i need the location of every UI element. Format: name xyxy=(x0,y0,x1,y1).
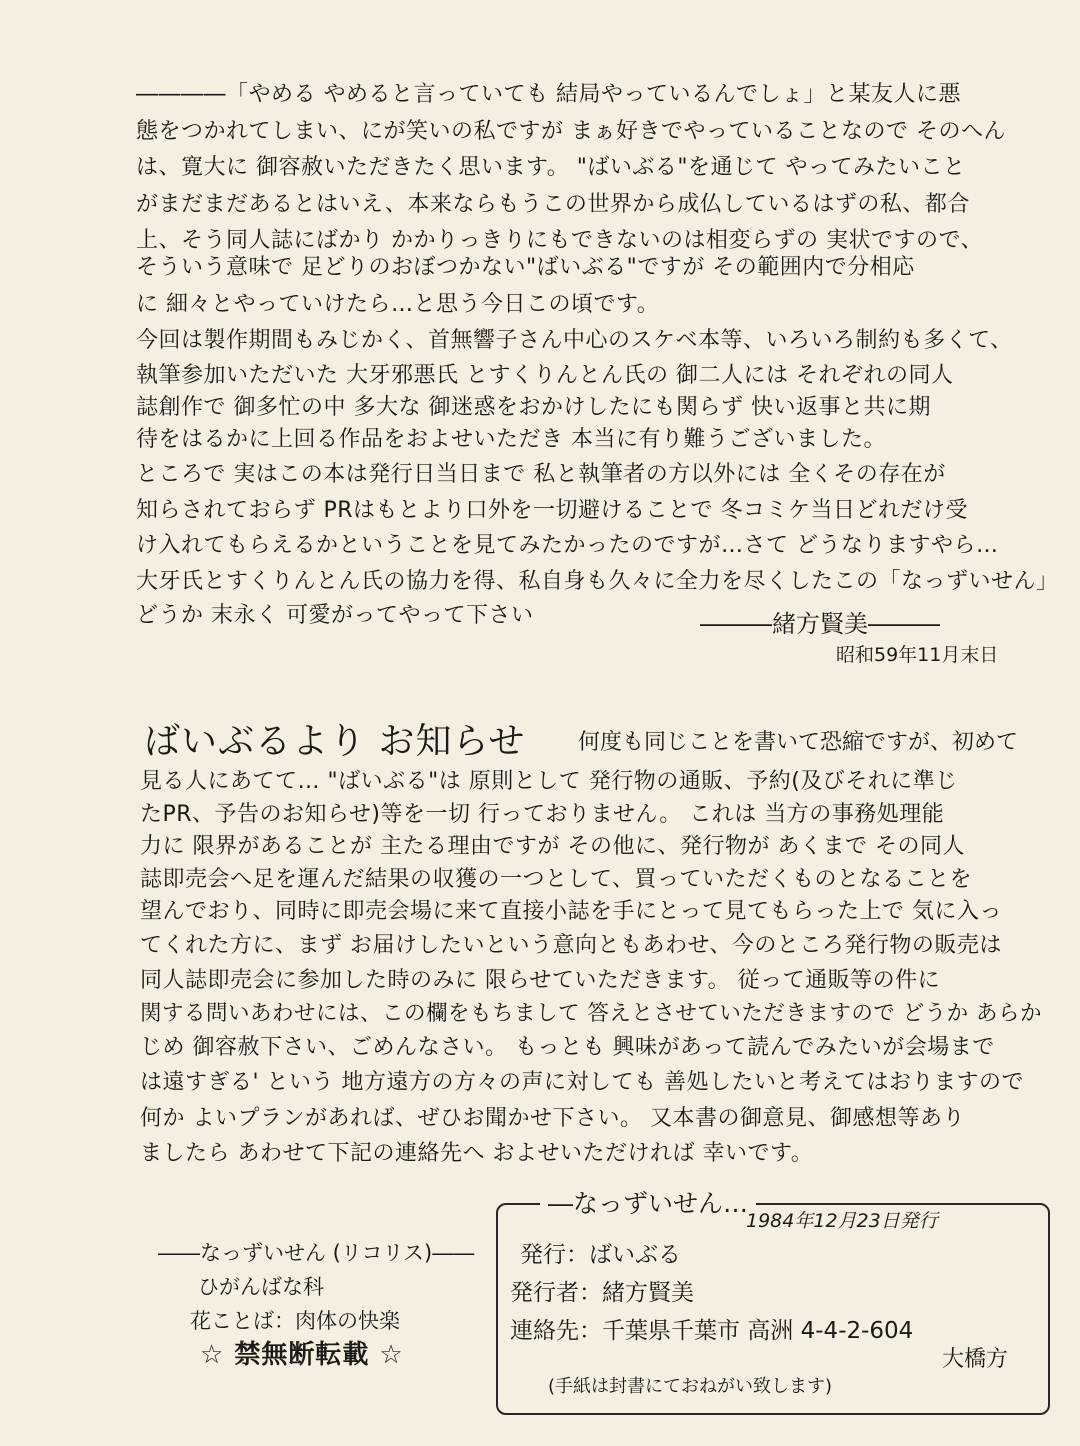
intro-line: 上、そう同人誌にばかり かかりっきりにもできないのは相変らずの 実状ですので、 xyxy=(136,228,984,253)
intro-line: どうか 末永く 可愛がってやって下さい xyxy=(136,603,534,628)
intro-line: け入れてもらえるかということを見てみたかったのですが…さて どうなりますやら… xyxy=(136,533,999,558)
intro-line: 待をはるかに上回る作品をおよせいただき 本当に有り難うございました。 xyxy=(136,427,886,452)
notice-line: 誌即売会へ足を運んだ結果の収獲の一つとして、買っていただくものとなることを xyxy=(140,867,973,892)
notice-line: ましたら あわせて下記の連絡先へ およせいただければ 幸いです。 xyxy=(140,1141,814,1166)
publication-date: 1984年12月23日発行 xyxy=(746,1210,938,1232)
colophon-details xyxy=(510,1236,913,1350)
intro-line: 執筆参加いただいた 大牙邪悪氏 とすくりんとん氏の 御二人には それぞれの同人 xyxy=(136,363,954,388)
intro-line: 知らされておらず PRはもとより口外を一切避けることで 冬コミケ当日どれだけ受 xyxy=(136,498,969,523)
mail-note: (手紙は封書にておねがい致します) xyxy=(548,1376,833,1397)
notice-line: 何か よいプランがあれば、ぜひお聞かせ下さい。 又本書の御意見、御感想等あり xyxy=(140,1106,965,1131)
flower-language: 花ことば：肉体の快楽 xyxy=(190,1309,400,1333)
notice-line: 同人誌即売会に参加した時のみに 限らせていただきます。 従って通販等の件に xyxy=(140,968,941,993)
issuer: 発行者：緒方賢美 xyxy=(510,1280,694,1306)
notice-line: たPR、予告のお知らせ)等を一切 行っておりません。 これは 当方の事務処理能 xyxy=(140,802,945,827)
notice-lead: 何度も同じことを書いて恐縮ですが、初めて xyxy=(578,730,1019,755)
intro-line: ところで 実はこの本は発行日当日まで 私と執筆者の方以外には 全くその存在が xyxy=(136,462,946,487)
notice-line: てくれた方に、まず お届けしたいという意向ともあわせ、今のところ発行物の販売は xyxy=(140,933,1002,958)
contact-address: 連絡先：千葉県千葉市 高洲 4-4-2-604 xyxy=(510,1318,914,1344)
author-signature: ―――緒方賢美――― xyxy=(700,610,940,638)
notice-line: 見る人にあてて… "ばいぶる"は 原則として 発行物の通販、予約(及びそれに準じ xyxy=(140,769,958,794)
notice-line: 望んでおり、同時に即売会場に来て直接小誌を手にとって見てもらった上で 気に入っ xyxy=(140,899,1003,924)
flower-family: ひがんばな科 xyxy=(198,1275,324,1299)
notice-line: は遠すぎる' という 地方遠方の方々の声に対しても 善処したいと考えてはおりますので xyxy=(140,1070,1025,1095)
notice-line: じめ 御容赦下さい、ごめんなさい。 もっとも 興味があって読んでみたいが会場まで xyxy=(140,1035,995,1060)
notice-title: ばいぶるより お知らせ xyxy=(144,721,526,762)
notice-line: 力に 限界があることが 主たる理由ですが その他に、発行物が あくまで その同人 xyxy=(140,834,965,859)
publisher: 発行：ばいぶる xyxy=(520,1242,681,1268)
intro-line: 大牙氏とすくりんとん氏の協力を得、私自身も久々に全力を尽くしたこの「なっずいせん」 xyxy=(136,569,1059,594)
intro-line: に 細々とやっていけたら…と思う今日この頃です。 xyxy=(136,292,660,317)
care-of: 大橋方 xyxy=(942,1347,1009,1372)
intro-line: そういう意味で 足どりのおぼつかない"ばいぶる"ですが その範囲内で分相応 xyxy=(136,255,915,280)
notice-line: 関する問いあわせには、この欄をもちまして 答えとさせていただきますので どうか あらか xyxy=(140,1001,1043,1026)
intro-line: がまだまだあるとはいえ、本来ならもうこの世界から成仏しているはずの私、都合 xyxy=(136,192,970,217)
flower-name: ――なっずいせん (リコリス)―― xyxy=(158,1241,475,1265)
intro-line: ――――「やめる やめると言っていても 結局やっているんでしょ」と某友人に悪 xyxy=(136,82,961,107)
no-reprint-notice: ☆ 禁無断転載 ☆ xyxy=(200,1340,404,1370)
intro-line: 誌創作で 御多忙の中 多大な 御迷惑をおかけしたにも関らず 快い返事と共に期 xyxy=(136,395,931,420)
colophon-title: ―なっずいせん… xyxy=(540,1184,756,1220)
intro-line: 今回は製作期間もみじかく、首無響子さん中心のスケベ本等、いろいろ制約も多くて、 xyxy=(136,328,1013,353)
flower-info xyxy=(158,1236,474,1338)
intro-line: は、寛大に 御容赦いただきたく思います。 "ばいぶる"を通じて やってみたいこと xyxy=(136,155,966,180)
signature-date: 昭和59年11月末日 xyxy=(836,644,999,666)
intro-line: 態をつかれてしまい、にが笑いの私ですが まぁ好きでやっていることなので そのへん xyxy=(136,119,1006,144)
